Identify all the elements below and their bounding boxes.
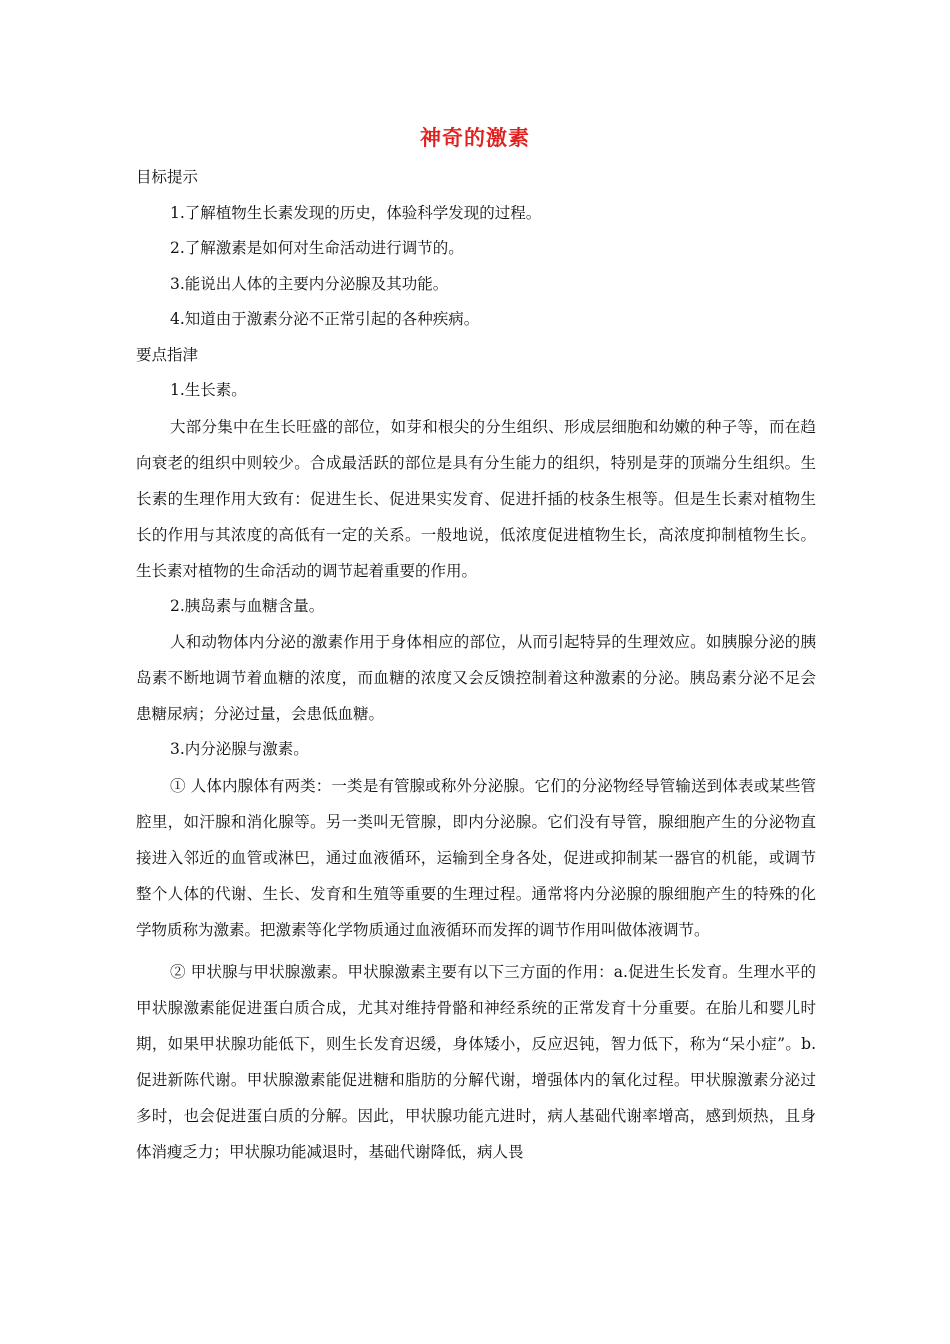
paragraph-auxin xyxy=(136,409,816,589)
document-body xyxy=(136,160,816,1170)
document-title: 神奇的激素 xyxy=(420,125,530,150)
paragraph-glands-text: ① 人体内腺体有两类：一类是有管腺或称外分泌腺。它们的分泌物经导管输送到体表或某些管腔里，如汗腺和消化腺等。另一类叫无管腺，即内分泌腺。它们没有导管，腺细胞产生的分泌物直接进入邻近的血管或淋巴，通过血液循环，运输到全身各处，促进或抑制某一器官的机能，或调节整个人体的代谢、生长、发育和生殖等重要的生理过程。通常将内分泌腺的腺细胞产生的特殊的化学物质称为激素。把激素等化学物质通过血液循环而发挥的调节作用叫做体液调节。 xyxy=(136,776,816,939)
goal-item-2: 2.了解激素是如何对生命活动进行调节的。 xyxy=(170,239,464,257)
goal-item-3: 3.能说出人体的主要内分泌腺及其功能。 xyxy=(170,274,449,293)
subheading-insulin: 2.胰岛素与血糖含量。 xyxy=(170,596,325,615)
subheading-auxin: 1.生长素。 xyxy=(170,381,247,399)
section-heading-key-points: 要点指津 xyxy=(136,345,199,364)
subheading-endocrine: 3.内分泌腺与激素。 xyxy=(170,740,309,758)
goal-item-4: 4.知道由于激素分泌不正常引起的各种疾病。 xyxy=(170,310,480,328)
paragraph-auxin-text: 大部分集中在生长旺盛的部位，如芽和根尖的分生组织、形成层细胞和幼嫩的种子等，而在趋向衰老的组织中则较少。合成最活跃的部位是具有分生能力的组织，特别是芽的顶端分生组织。生长素的生理作用大致有：促进生长、促进果实发育、促进扦插的枝条生根等。但是生长素对植物生长的作用与其浓度的高低有一定的关系。一般地说，低浓度促进植物生长，高浓度抑制植物生长。生长素对植物的生命活动的调节起着重要的作用。 xyxy=(136,417,816,580)
paragraph-insulin xyxy=(136,624,816,732)
goal-item-1: 1.了解植物生长素发现的历史，体验科学发现的过程。 xyxy=(170,203,542,222)
paragraph-thyroid xyxy=(136,954,816,1170)
section-heading-goals: 目标提示 xyxy=(136,168,199,186)
paragraph-glands xyxy=(136,768,816,948)
paragraph-insulin-text: 人和动物体内分泌的激素作用于身体相应的部位，从而引起特异的生理效应。如胰腺分泌的胰岛素不断地调节着血糖的浓度，而血糖的浓度又会反馈控制着这种激素的分泌。胰岛素分泌不足会患糖尿病；分泌过量，会患低血糖。 xyxy=(136,633,816,723)
paragraph-thyroid-text: ② 甲状腺与甲状腺激素。甲状腺激素主要有以下三方面的作用：a.促进生长发育。生理水平的甲状腺激素能促进蛋白质合成，尤其对维持骨骼和神经系统的正常发育十分重要。在胎儿和婴儿时期，如果甲状腺功能低下，则生长发育迟缓，身体矮小，反应迟钝，智力低下，称为“呆小症”。b.促进新陈代谢。甲状腺激素能促进糖和脂肪的分解代谢，增强体内的氧化过程。甲状腺激素分泌过多时，也会促进蛋白质的分解。因此，甲状腺功能亢进时，病人基础代谢率增高，感到烦热，且身体消瘦乏力；甲状腺功能减退时，基础代谢降低，病人畏 xyxy=(136,962,816,1161)
